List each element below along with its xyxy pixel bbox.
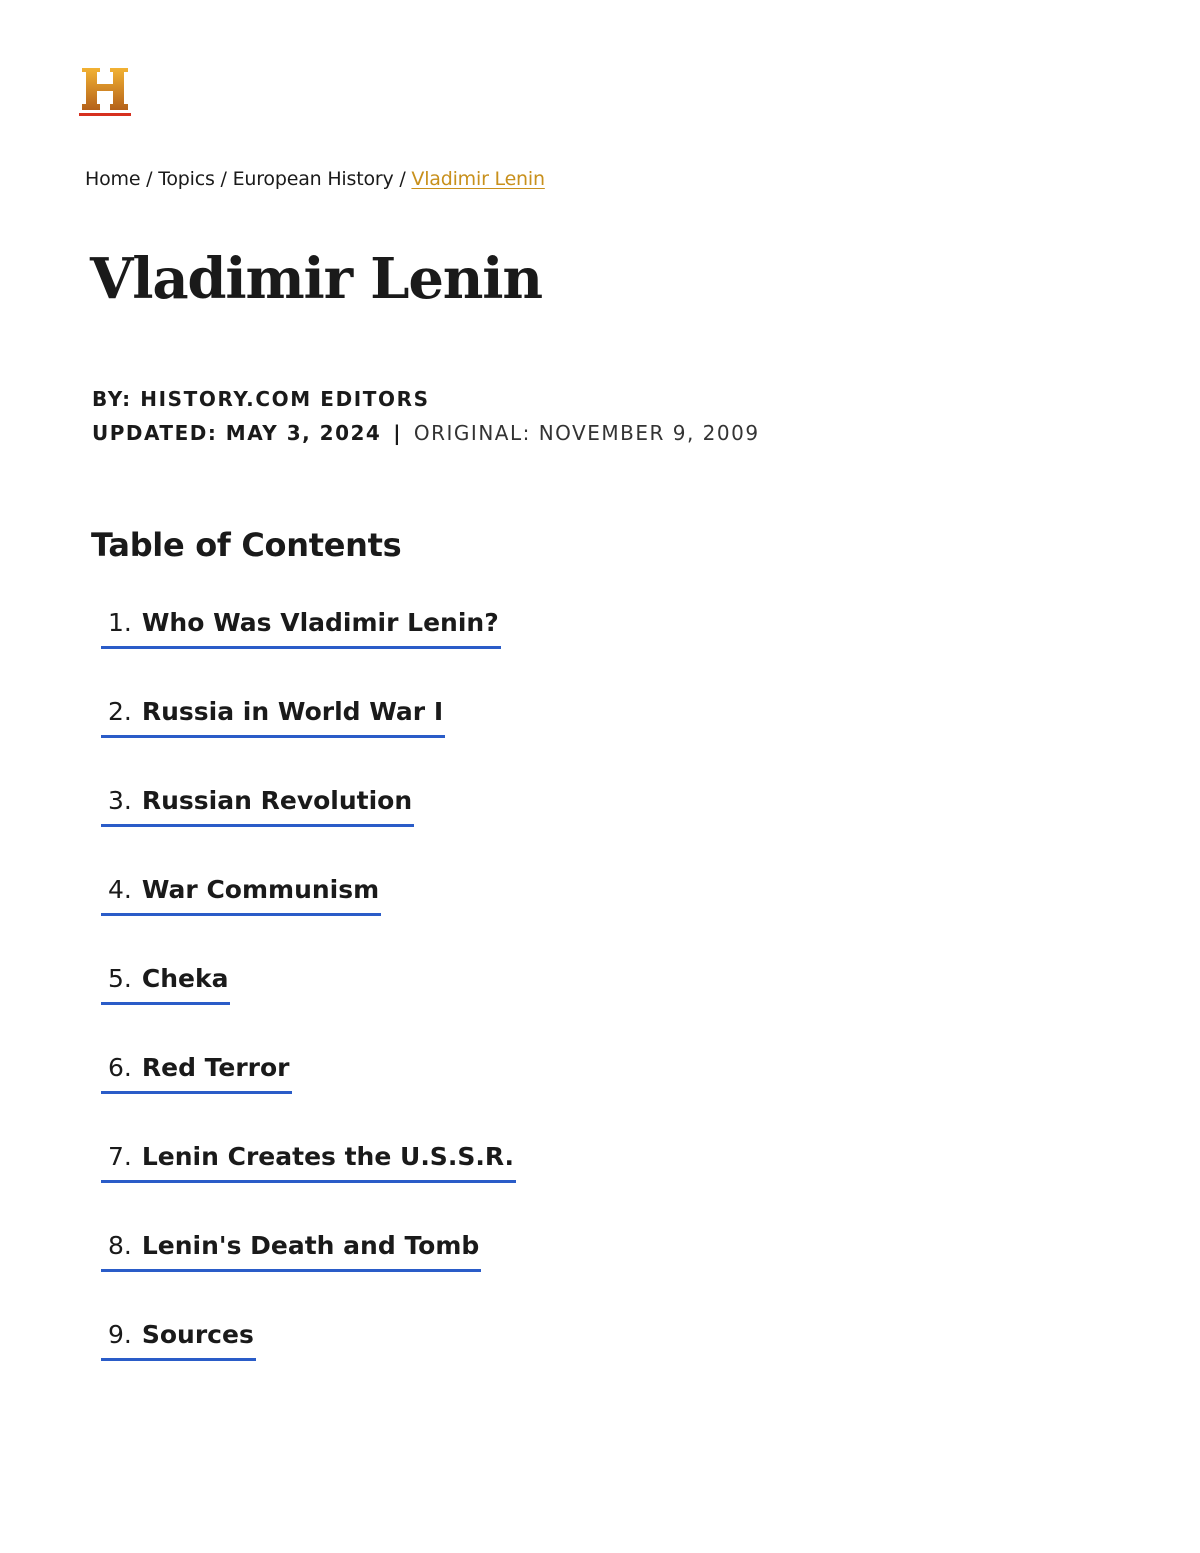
toc-number: 2. bbox=[108, 697, 132, 726]
breadcrumb-separator: / bbox=[220, 168, 233, 190]
toc-link-who-was-vladimir-lenin[interactable] bbox=[101, 608, 501, 649]
toc-item bbox=[101, 1320, 516, 1409]
toc-link-russia-in-world-war-i[interactable] bbox=[101, 697, 445, 738]
toc-item bbox=[101, 875, 516, 964]
breadcrumb-home-link[interactable]: Home bbox=[85, 168, 141, 190]
toc-link-russian-revolution[interactable] bbox=[101, 786, 414, 827]
toc-number: 5. bbox=[108, 964, 132, 993]
breadcrumb-separator: / bbox=[399, 168, 412, 190]
page-title: Vladimir Lenin bbox=[90, 246, 542, 312]
breadcrumb-topics-link[interactable]: Topics bbox=[158, 168, 215, 190]
article-dates bbox=[92, 421, 760, 445]
toc-number: 6. bbox=[108, 1053, 132, 1082]
date-divider: | bbox=[393, 421, 403, 445]
toc-number: 1. bbox=[108, 608, 132, 637]
toc-link-lenins-death-and-tomb[interactable] bbox=[101, 1231, 481, 1272]
toc-label: Russian Revolution bbox=[141, 786, 413, 815]
toc-link-sources[interactable] bbox=[101, 1320, 256, 1361]
history-h-logo-icon bbox=[78, 64, 132, 118]
toc-label: Lenin's Death and Tomb bbox=[141, 1231, 480, 1260]
toc-item bbox=[101, 1142, 516, 1231]
toc-number: 9. bbox=[108, 1320, 132, 1349]
toc-item bbox=[101, 786, 516, 875]
breadcrumb-separator: / bbox=[146, 168, 159, 190]
toc-item bbox=[101, 1053, 516, 1142]
toc-label: Who Was Vladimir Lenin? bbox=[141, 608, 499, 637]
original-date: ORIGINAL: NOVEMBER 9, 2009 bbox=[413, 421, 760, 445]
toc-link-red-terror[interactable] bbox=[101, 1053, 292, 1094]
toc-label: Sources bbox=[141, 1320, 254, 1349]
toc-number: 4. bbox=[108, 875, 132, 904]
toc-item bbox=[101, 1231, 516, 1320]
updated-date: UPDATED: MAY 3, 2024 bbox=[92, 421, 382, 445]
toc-number: 3. bbox=[108, 786, 132, 815]
toc-heading: Table of Contents bbox=[91, 526, 402, 564]
toc-label: Lenin Creates the U.S.S.R. bbox=[141, 1142, 515, 1171]
toc-label: Cheka bbox=[141, 964, 229, 993]
toc-link-war-communism[interactable] bbox=[101, 875, 381, 916]
toc-item bbox=[101, 608, 516, 697]
toc-number: 7. bbox=[108, 1142, 132, 1171]
breadcrumb-current-link[interactable]: Vladimir Lenin bbox=[411, 168, 545, 190]
toc-label: War Communism bbox=[141, 875, 380, 904]
history-logo-icon[interactable] bbox=[78, 64, 132, 118]
toc-label: Red Terror bbox=[141, 1053, 290, 1082]
toc-link-lenin-creates-the-ussr[interactable] bbox=[101, 1142, 516, 1183]
toc-item bbox=[101, 697, 516, 786]
toc-link-cheka[interactable] bbox=[101, 964, 230, 1005]
toc-item bbox=[101, 964, 516, 1053]
breadcrumb bbox=[85, 168, 545, 190]
toc-number: 8. bbox=[108, 1231, 132, 1260]
breadcrumb-european-history-link[interactable]: European History bbox=[232, 168, 394, 190]
toc-label: Russia in World War I bbox=[141, 697, 444, 726]
byline: BY: HISTORY.COM EDITORS bbox=[92, 387, 430, 411]
table-of-contents bbox=[101, 608, 516, 1409]
